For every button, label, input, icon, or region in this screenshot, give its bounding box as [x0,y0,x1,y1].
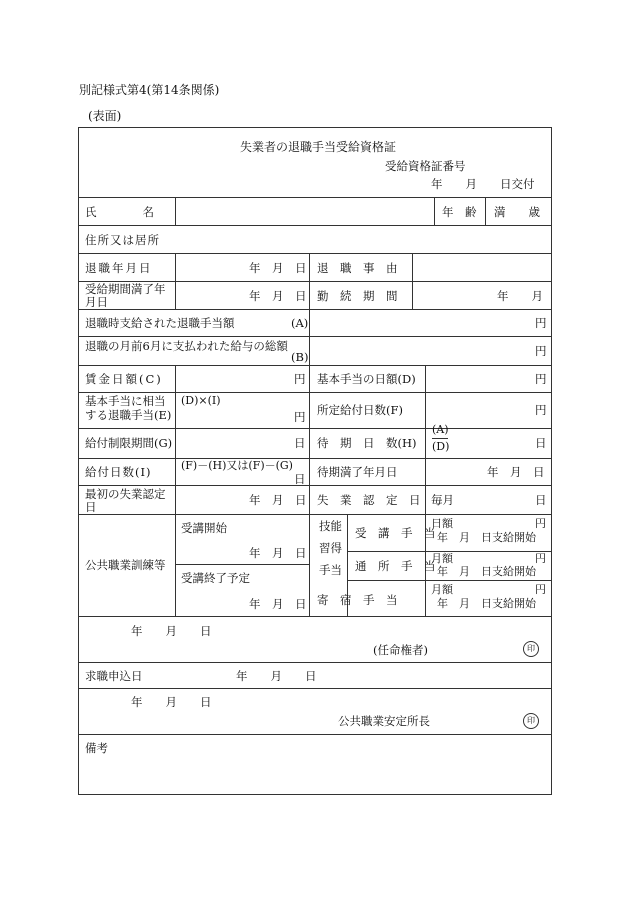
retire-date-value: 年 月 日 [249,261,307,275]
allowance-unit: 円 [535,316,547,330]
issue-date: 年 月 日交付 [431,177,535,191]
commute-unit: 円 [535,552,546,565]
form-reference: 別記様式第4(第14条関係) [79,83,220,97]
retire-date-label: 退職年月日 [85,261,153,275]
first-cert-label: 最初の失業認定 [85,487,166,501]
retire-reason-label: 退 職 事 由 [317,261,398,275]
skill-label-3: 手当 [319,563,342,577]
period-end-label-2: 月日 [85,295,108,309]
job-application-date: 年 月 日 [236,669,317,683]
name-label: 氏 名 [85,205,154,219]
cert-day-unit: 日 [535,493,547,507]
address-label: 住所又は居所 [85,233,160,247]
basic-daily-label: 基本手当の日額(D) [317,372,416,386]
waiting-unit: 日 [535,436,547,450]
appointer-label: (任命権者) [373,643,428,657]
equiv-label-2: する退職手当(E) [85,408,172,422]
appointer-date: 年 月 日 [131,624,212,638]
pay-days-unit: 日 [294,472,306,486]
lecture-unit: 円 [535,517,546,530]
wage-daily-unit: 円 [294,372,306,386]
skill-label-1: 技能 [319,519,342,533]
form-side-label: (表面) [88,109,122,123]
cert-number-label: 受給資格証番号 [385,159,466,173]
allowance-label: 退職時支給された退職手当額 [85,316,235,330]
cert-day-label: 失 業 認 定 日 [317,493,421,507]
pay-days-formula: (F)－(H)又は(F)－(G) [181,459,293,472]
equiv-label: 基本手当に相当 [85,394,166,408]
first-cert-label-2: 日 [85,500,97,514]
allowance-code: (A) [291,316,309,330]
lodging-unit: 円 [535,583,546,596]
service-value: 年 月 [497,289,543,303]
salary-label: 退職の月前6月に支払われた給与の総額 [85,339,288,353]
remarks-label: 備考 [85,741,108,755]
waiting-end-value: 年 月 日 [487,465,545,479]
salary-unit: 円 [535,344,547,358]
lecture-start: 年 月 日支給開始 [437,531,536,544]
basic-daily-unit: 円 [535,372,547,386]
waiting-denominator: (D) [432,440,450,453]
cert-day-prefix: 毎月 [431,493,454,507]
training-end-value: 年 月 日 [249,597,307,611]
form-title: 失業者の退職手当受給資格証 [240,140,397,154]
equiv-unit: 円 [294,410,306,424]
wage-daily-label: 賃金日額(C) [85,372,163,386]
commute-allowance-label: 通 所 手 当 [355,559,436,573]
period-end-label: 受給期間満了年 [85,282,166,296]
restriction-label: 給付制限期間(G) [85,436,173,450]
age-value: 満 歳 [494,205,540,219]
pay-days-label: 給付日数(I) [85,465,152,479]
training-start-label: 受講開始 [181,521,227,535]
seal-icon: 印 [523,641,539,657]
lecture-amount-label: 日額 [431,517,453,530]
training-end-label: 受講終了予定 [181,571,250,585]
first-cert-value: 年 月 日 [249,493,307,507]
training-label: 公共職業訓練等 [85,558,166,572]
service-label: 勤 続 期 間 [317,289,398,303]
skill-label-2: 習得 [319,541,342,555]
age-label: 年 齢 [442,205,477,219]
benefit-days-unit: 円 [535,403,547,417]
equiv-formula: (D)×(I) [181,394,221,407]
office-date: 年 月 日 [131,695,212,709]
waiting-numerator: (A) [432,423,449,436]
commute-amount-label: 月額 [431,552,453,565]
lodging-allowance-label: 寄 宿 手 当 [317,593,398,607]
job-application-label: 求職申込日 [85,669,143,683]
restriction-unit: 日 [294,436,306,450]
waiting-label: 待 期 日 数(H) [317,436,417,450]
benefit-days-label: 所定給付日数(F) [317,403,403,417]
waiting-end-label: 待期満了年月日 [317,465,398,479]
training-start-value: 年 月 日 [249,546,307,560]
fraction-bar [432,438,448,439]
office-head-label: 公共職業安定所長 [338,714,430,728]
lodging-amount-label: 月額 [431,583,453,596]
lodging-start: 年 月 日支給開始 [437,597,536,610]
salary-code: (B) [291,350,309,364]
commute-start: 年 月 日支給開始 [437,565,536,578]
certificate-form [78,127,552,795]
seal-icon-2: 印 [523,713,539,729]
period-end-value: 年 月 日 [249,289,307,303]
lecture-allowance-label: 受 講 手 当 [355,526,436,540]
